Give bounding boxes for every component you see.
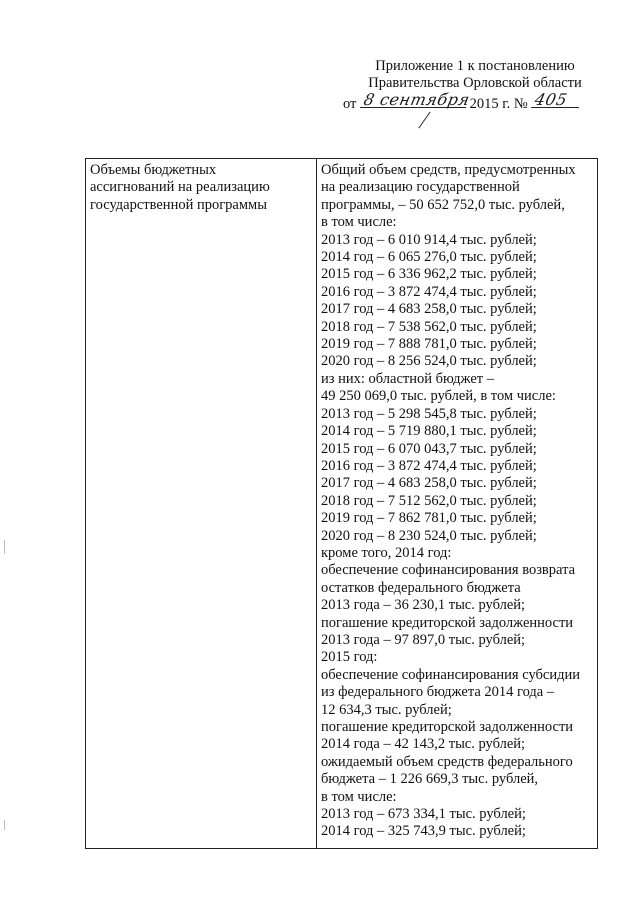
document-header [335,58,615,113]
handwritten-number: 405 [533,90,570,109]
value-line: обеспечение софинансирования возврата [321,562,576,579]
value-cell [317,159,598,849]
value-line: 2013 года – 97 897,0 тыс. рублей; [321,631,526,648]
value-line: 2014 год – 325 743,9 тыс. рублей; [321,823,526,840]
value-line: в том числе: [321,788,397,805]
value-line: программы, – 50 652 752,0 тыс. рублей, [321,196,565,213]
value-line: 2013 года – 36 230,1 тыс. рублей; [321,597,526,614]
value-line: погашение кредиторской задолженности [321,719,574,735]
value-line: 2015 год – 6 336 962,2 тыс. рублей; [321,266,537,283]
value-line: 2019 год – 7 888 781,0 тыс. рублей; [321,336,537,353]
value-line: остатков федерального бюджета [321,579,521,596]
value-line: 2013 год – 6 010 914,4 тыс. рублей; [321,231,537,248]
value-line: 2016 год – 3 872 474,4 тыс. рублей; [321,283,537,300]
value-line: 2013 год – 5 298 545,8 тыс. рублей; [321,405,537,422]
value-line: 12 634,3 тыс. рублей; [321,701,452,718]
header-line-1: Приложение 1 к постановлению [375,58,575,74]
scan-edge-mark [4,540,5,554]
value-line: 2018 год – 7 512 562,0 тыс. рублей; [321,492,537,509]
value-line: 2014 год – 5 719 880,1 тыс. рублей; [321,423,537,440]
value-line: на реализацию государственной [321,179,520,196]
label-cell [86,159,317,849]
value-line: Общий объем средств, предусмотренных [321,162,576,178]
label-line: Объемы бюджетных [90,162,217,178]
handwritten-date: 8 сентября [362,90,472,109]
value-line: 2019 год – 7 862 781,0 тыс. рублей; [321,510,537,527]
value-line: в том числе: [321,214,397,231]
value-line: 2017 год – 4 683 258,0 тыс. рублей; [321,301,537,318]
header-date-line [335,92,615,113]
document-number-blank [531,92,579,108]
date-prefix: от [343,96,357,112]
value-line: погашение кредиторской задолженности [321,614,574,631]
value-line: кроме того, 2014 год: [321,544,452,561]
label-line: государственной программы [90,196,267,213]
value-line: обеспечение софинансирования субсидии [321,666,580,683]
table-row [86,159,598,849]
scan-edge-mark [4,820,5,830]
date-day-blank [360,90,472,109]
value-line: 2020 год – 8 256 524,0 тыс. рублей; [321,353,537,370]
value-line: 49 250 069,0 тыс. рублей, в том числе: [321,388,556,405]
value-line: 2018 год – 7 538 562,0 тыс. рублей; [321,318,537,335]
pen-stroke-mark [418,112,430,129]
date-year: 2015 г. № [469,96,528,112]
value-line: 2020 год – 8 230 524,0 тыс. рублей; [321,527,537,544]
value-line: 2014 года – 42 143,2 тыс. рублей; [321,736,526,753]
label-line: ассигнований на реализацию [90,179,270,196]
value-line: 2014 год – 6 065 276,0 тыс. рублей; [321,249,537,266]
value-line: 2017 год – 4 683 258,0 тыс. рублей; [321,475,537,492]
budget-table [85,158,598,849]
value-line: бюджета – 1 226 669,3 тыс. рублей, [321,771,539,788]
value-line: 2013 год – 673 334,1 тыс. рублей; [321,806,526,823]
value-line: 2015 год – 6 070 043,7 тыс. рублей; [321,440,537,457]
header-line-2: Правительства Орловской области [368,75,582,91]
value-line: ожидаемый объем средств федерального [321,753,573,770]
value-line: 2016 год – 3 872 474,4 тыс. рублей; [321,457,537,474]
value-line: из федерального бюджета 2014 года – [321,684,555,701]
value-line: из них: областной бюджет – [321,370,494,387]
value-line: 2015 год: [321,649,378,666]
